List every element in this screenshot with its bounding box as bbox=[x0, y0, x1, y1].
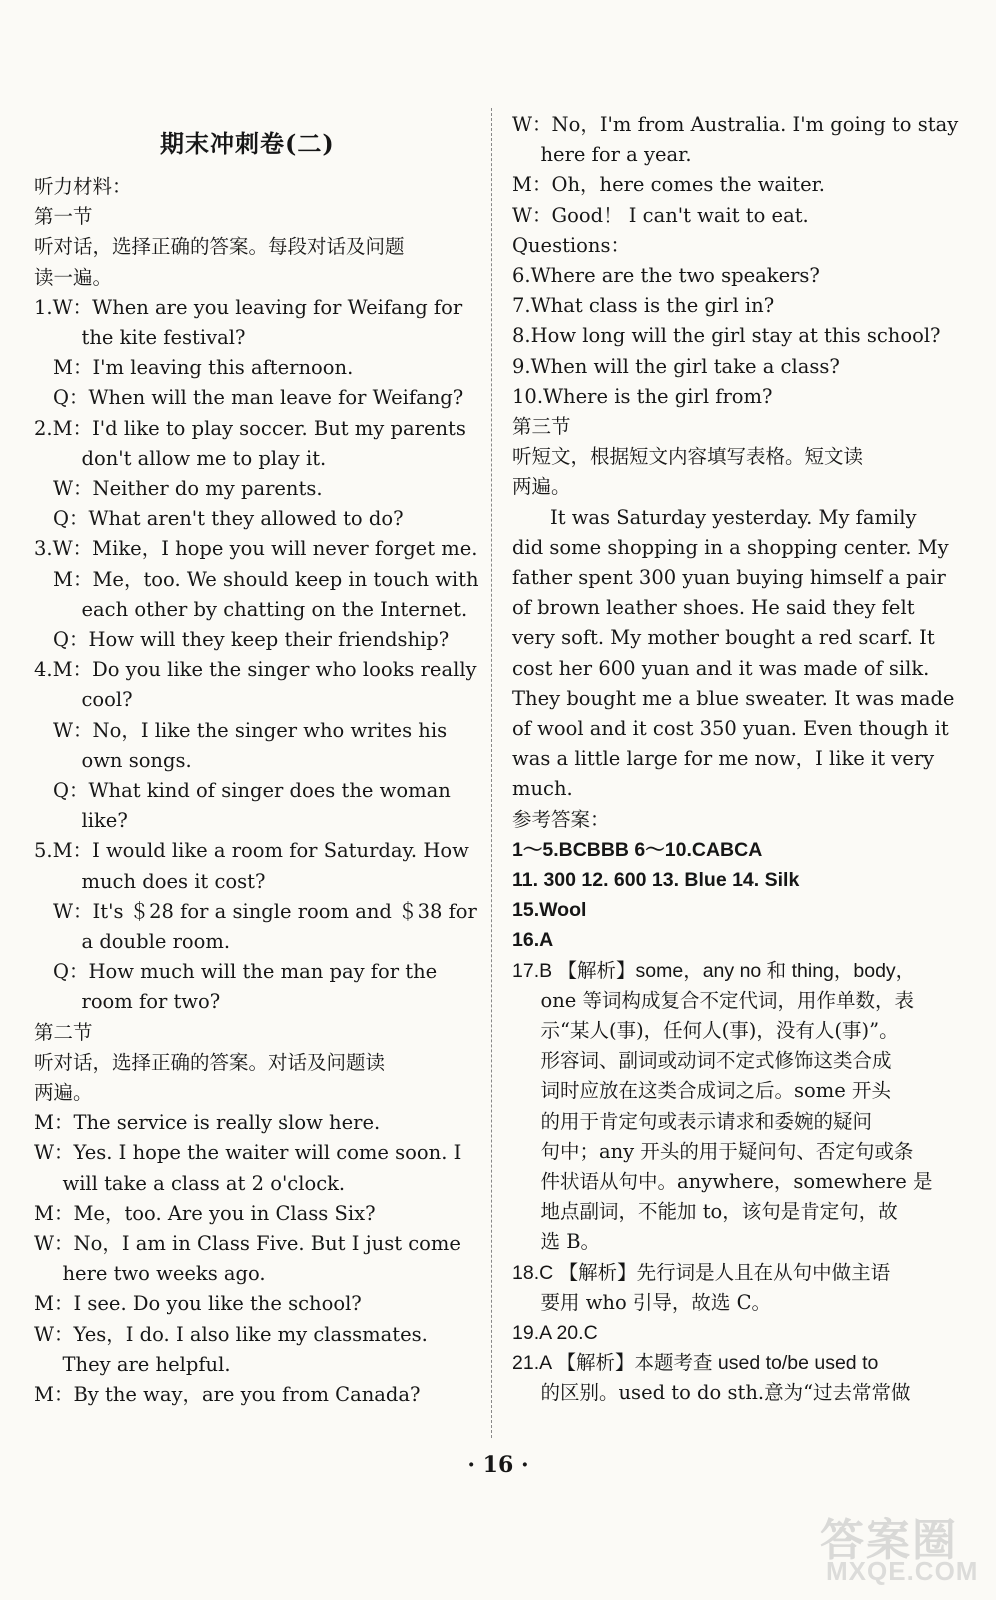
text-line: Q：When will the man leave for Weifang? bbox=[53, 386, 464, 410]
text-line: Questions： bbox=[512, 233, 630, 257]
text-line: W：No，I like the singer who writes his bbox=[53, 718, 448, 742]
text-line: 听对话，选择正确的答案。每段对话及问题 bbox=[34, 235, 405, 259]
text-line: room for two? bbox=[81, 990, 221, 1014]
text-line: 两遍。 bbox=[512, 475, 571, 499]
watermark-logo: 答案圈 MXQE.COM bbox=[820, 1515, 979, 1586]
text-line: a double room. bbox=[81, 930, 231, 953]
text-line: 要用 who 引导，故选 C。 bbox=[540, 1290, 772, 1314]
text-line: cost her 600 yuan and it was made of silk. bbox=[512, 656, 930, 680]
text-line: 示“某人(事)，任何人(事)，没有人(事)”。 bbox=[540, 1019, 899, 1042]
text-line: 10.Where is the girl from? bbox=[512, 384, 773, 408]
text-line: 件状语从句中。anywhere，somewhere 是 bbox=[540, 1170, 933, 1193]
text-line: 17.B 【解析】some，any no 和 thing，body， bbox=[512, 959, 916, 982]
text-line: 第三节 bbox=[512, 415, 571, 438]
text-line: 7.What class is the girl in? bbox=[512, 294, 775, 318]
text-line: the kite festival? bbox=[81, 326, 246, 349]
text-line: Q：What kind of singer does the woman bbox=[53, 779, 451, 802]
text-line: M：I'm leaving this afternoon. bbox=[53, 356, 354, 380]
text-line: W：Yes，I do. I also like my classmates. bbox=[34, 1322, 428, 1346]
text-line: 6.Where are the two speakers? bbox=[512, 264, 820, 287]
text-line: 听力材料： bbox=[34, 175, 132, 198]
text-line: W：No，I'm from Australia. I'm going to stay bbox=[512, 113, 959, 136]
text-line: 第二节 bbox=[34, 1020, 93, 1044]
text-line: 听短文，根据短文内容填写表格。短文读 bbox=[512, 445, 864, 469]
text-line: 19.A 20.C bbox=[512, 1322, 598, 1344]
text-line: father spent 300 yuan buying himself a pair bbox=[512, 566, 946, 589]
text-line: did some shopping in a shopping center. My bbox=[512, 535, 949, 559]
text-line: 两遍。 bbox=[34, 1081, 93, 1104]
text-line: 2.M：I'd like to play soccer. But my parents bbox=[34, 416, 466, 440]
page-number: · 16 · bbox=[467, 1452, 529, 1478]
text-line: 句中；any 开头的用于疑问句、否定句或条 bbox=[540, 1139, 914, 1163]
text-line: M：Oh，here comes the waiter. bbox=[512, 173, 826, 197]
text-line: W：Yes. I hope the waiter will come soon. I bbox=[34, 1141, 462, 1165]
text-line: very soft. My mother bought a red scarf. It bbox=[512, 626, 935, 650]
text-line: like? bbox=[81, 809, 128, 833]
text-line: M：By the way，are you from Canada? bbox=[34, 1383, 421, 1406]
text-line: was a little large for me now，I like it very bbox=[512, 747, 935, 771]
text-line: 第一节 bbox=[34, 205, 93, 229]
text-line: own songs. bbox=[81, 748, 192, 772]
text-line: 读一遍。 bbox=[34, 265, 113, 289]
text-line: M：Me，too. Are you in Class Six? bbox=[34, 1201, 376, 1225]
text-line: 5.M：I would like a room for Saturday. How bbox=[34, 839, 469, 863]
text-line: 的区别。used to do sth.意为“过去常常做 bbox=[540, 1381, 911, 1405]
text-line: 16.A bbox=[512, 929, 554, 952]
text-line: They bought me a blue sweater. It was made bbox=[512, 686, 955, 710]
text-line: W：Good！ I can't wait to eat. bbox=[512, 203, 809, 227]
text-line: 的用于肯定句或表示请求和委婉的疑问 bbox=[540, 1109, 873, 1133]
text-line: Q：How will they keep their friendship? bbox=[53, 628, 450, 651]
text-line: much. bbox=[512, 777, 573, 801]
text-line: W：Neither do my parents. bbox=[53, 477, 323, 500]
text-line: Q：How much will the man pay for the bbox=[53, 960, 438, 984]
text-line: don't allow me to play it. bbox=[81, 446, 327, 470]
text-line: much does it cost? bbox=[81, 869, 266, 893]
page-title: 期末冲刺卷(二) bbox=[160, 129, 335, 158]
text-line: 选 B。 bbox=[540, 1230, 601, 1254]
text-line: here two weeks ago. bbox=[62, 1262, 266, 1286]
text-line: 词时应放在这类合成词之后。some 开头 bbox=[540, 1079, 891, 1103]
text-line: 8.How long will the girl stay at this school? bbox=[512, 324, 941, 348]
text-line: each other by chatting on the Internet. bbox=[81, 597, 468, 621]
text-line: M：The service is really slow here. bbox=[34, 1111, 381, 1135]
text-line: 9.When will the girl take a class? bbox=[512, 354, 840, 378]
text-line: M：I see. Do you like the school? bbox=[34, 1292, 362, 1316]
text-line: 15.Wool bbox=[512, 899, 587, 922]
column-divider bbox=[491, 108, 492, 1438]
text-line: 参考答案： bbox=[512, 807, 610, 831]
text-line: 21.A 【解析】本题考查 used to/be used to bbox=[512, 1352, 879, 1375]
text-line: of wool and it cost 350 yuan. Even though it bbox=[512, 717, 949, 740]
text-line: 18.C 【解析】先行词是人且在从句中做主语 bbox=[512, 1261, 891, 1284]
text-line: It was Saturday yesterday. My family bbox=[550, 505, 917, 529]
text-line: cool? bbox=[81, 688, 133, 712]
text-line: W：It's ＄28 for a single room and ＄38 for bbox=[53, 899, 477, 923]
text-line: 形容词、副词或动词不定式修饰这类合成 bbox=[540, 1049, 892, 1073]
text-line: 11. 300 12. 600 13. Blue 14. Silk bbox=[512, 869, 800, 891]
text-line: 4.M：Do you like the singer who looks really bbox=[34, 658, 477, 682]
text-line: 听对话，选择正确的答案。对话及问题读 bbox=[34, 1050, 386, 1074]
text-line: of brown leather shoes. He said they felt bbox=[512, 596, 915, 620]
text-line: M：Me，too. We should keep in touch with bbox=[53, 567, 479, 591]
text-line: Q：What aren't they allowed to do? bbox=[53, 507, 404, 531]
text-line: 地点副词，不能加 to，该句是肯定句，故 bbox=[540, 1200, 898, 1224]
text-line: 1.W：When are you leaving for Weifang for bbox=[34, 295, 463, 319]
text-line: one 等词构成复合不定代词，用作单数，表 bbox=[540, 988, 915, 1012]
text-line: W：No，I am in Class Five. But I just come bbox=[34, 1232, 461, 1255]
text-line: 3.W：Mike，I hope you will never forget me. bbox=[34, 537, 478, 561]
text-line: here for a year. bbox=[540, 143, 692, 167]
text-line: 1～5.BCBBB 6～10.CABCA bbox=[512, 838, 763, 861]
text-line: will take a class at 2 o'clock. bbox=[62, 1171, 346, 1195]
text-line: They are helpful. bbox=[62, 1352, 231, 1376]
